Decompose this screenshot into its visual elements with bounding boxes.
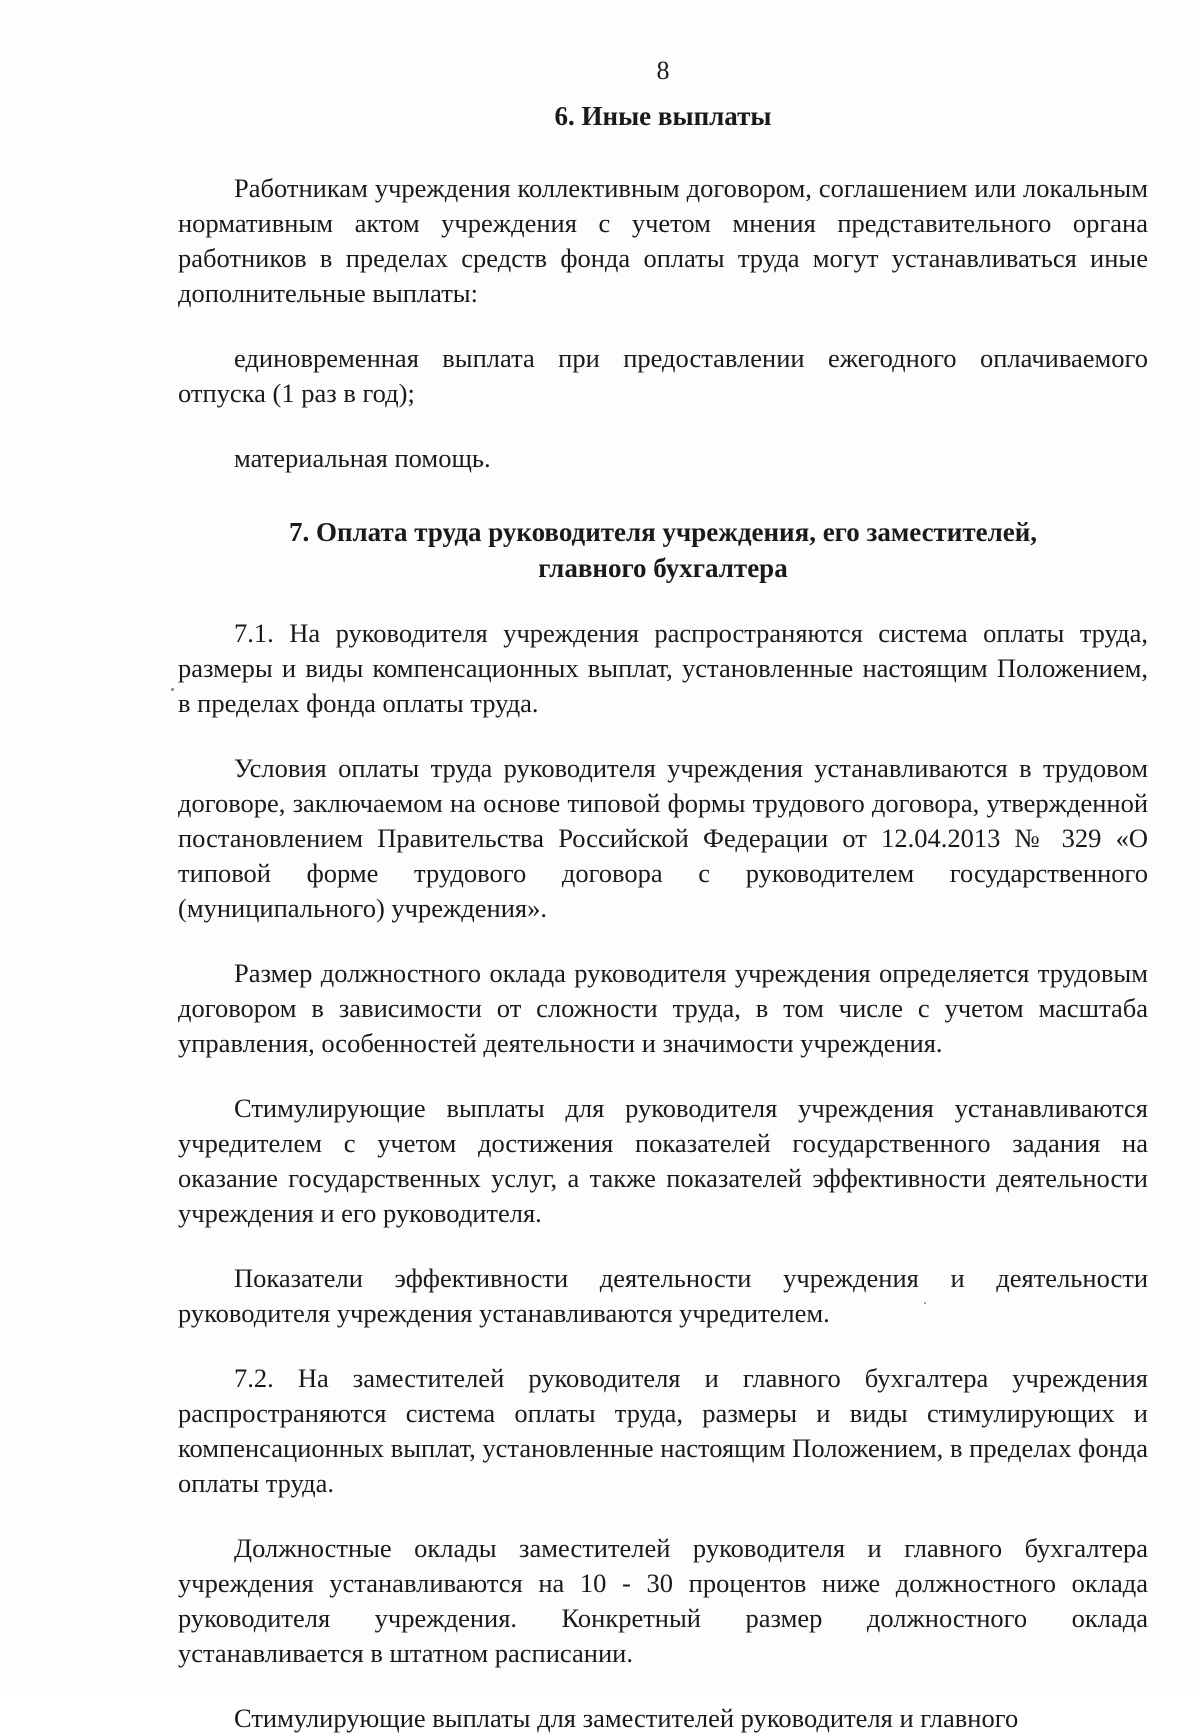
section-6-item-2: материальная помощь. [234, 443, 491, 473]
section-6-heading: 6. Иные выплаты [554, 101, 772, 131]
section-7-paragraph-1: 7.1. На руководителя учреждения распространяются система оплаты труда, размеры и виды компенсационных выплат, установленные настоящим Положением, в пределах фонда оплаты труда. [178, 618, 1148, 718]
section-7-paragraph-3: Размер должностного оклада руководителя учреждения определяется трудовым договором в зависимости от сложности труда, в том числе с учетом масштаба управления, особенностей деятельности и значимости учреждения. [178, 958, 1148, 1058]
section-6-item-1: единовременная выплата при предоставлении ежегодного оплачиваемого отпуска (1 раз в год); [178, 343, 1148, 408]
section-7-heading-line-1: 7. Оплата труда руководителя учреждения, его заместителей, [288, 517, 1038, 547]
section-7-paragraph-7: Должностные оклады заместителей руководителя и главного бухгалтера учреждения устанавливаются на 10 - 30 процентов ниже должностного оклада руководителя учреждения. Конкретный размер должностного оклада устанавливается в штатном расписании. [178, 1533, 1148, 1668]
scan-speck [171, 688, 174, 691]
section-7-paragraph-5: Показатели эффективности деятельности учреждения и деятельности руководителя учреждения устанавливаются учредителем. [178, 1263, 1148, 1328]
section-7-paragraph-4: Стимулирующие выплаты для руководителя учреждения устанавливаются учредителем с учетом достижения показателей государственного задания на оказание государственных услуг, а также показателей эффективности деятельности учреждения и его руководителя. [178, 1093, 1148, 1228]
section-6-paragraph: Работникам учреждения коллективным договором, соглашением или локальным нормативным актом учреждения с учетом мнения представительного органа работников в пределах средств фонда оплаты труда могут устанавливаться иные дополнительные выплаты: [178, 173, 1148, 308]
section-7-paragraph-2: Условия оплаты труда руководителя учреждения устанавливаются в трудовом договоре, заключаемом на основе типовой формы трудового договора, утвержденной постановлением Правительства Российской Федерации от 12.04.2013 № 329 «О типовой форме трудового договора с руководителем государственного (муниципального) учреждения». [178, 753, 1148, 923]
scan-speck [924, 1302, 926, 1304]
section-7-paragraph-8: Стимулирующие выплаты для заместителей руководителя и главного [234, 1703, 1019, 1733]
section-7-heading-line-2: главного бухгалтера [538, 553, 788, 583]
page-number: 8 [656, 56, 670, 85]
section-7-paragraph-6: 7.2. На заместителей руководителя и главного бухгалтера учреждения распространяются система оплаты труда, размеры и виды стимулирующих и компенсационных выплат, установленные настоящим Положением, в пределах фонда оплаты труда. [178, 1363, 1148, 1498]
page-content [178, 56, 1148, 1736]
